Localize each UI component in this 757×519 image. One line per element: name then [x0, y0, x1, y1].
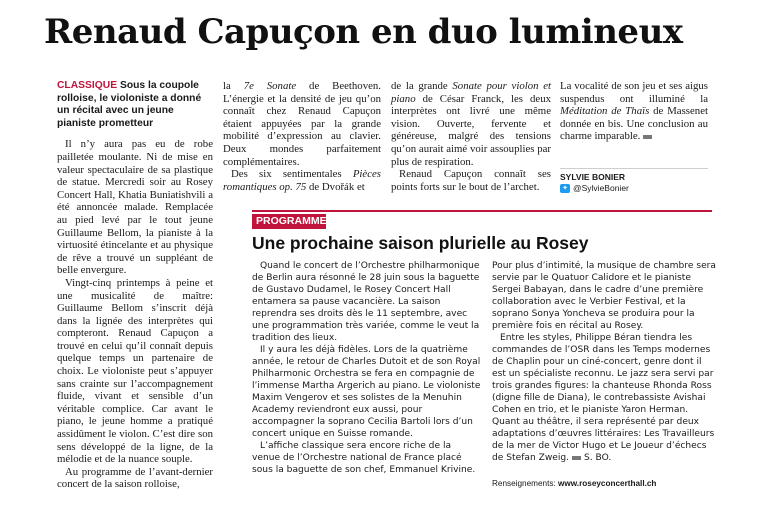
- info-url[interactable]: www.roseyconcerthall.ch: [558, 479, 657, 488]
- twitter-icon: ✦: [560, 184, 570, 193]
- twitter-handle[interactable]: @SylvieBonier: [573, 183, 629, 193]
- box-signature: S. BO.: [583, 453, 612, 463]
- text-run: Entre les styles, Philippe Béran tiendra les commandes de l’OSR dans les Temps modernes de Chaplin pour un ciné-concert, genre dont il est un spécialiste reconnu. Le jazz sera servi par trois grandes figures: la chanteuse Rhonda Ross (digne fille de Diana), le contrebassiste Avishai Cohen en trio, et le pianiste Yaron Herman. Quant au théâtre, il sera représenté par deux adaptations d’œuvres littéraires: Les Travailleurs de la mer de Victor Hugo et Le Joueur d’échecs de Stefan Zweig.: [492, 333, 715, 463]
- body-paragraph: Au programme de l’avant-dernier concert de la saison rolloise,: [57, 465, 213, 491]
- text-run: de César Franck, les deux interprètes ont livré une même vision. Ouverte, fervente et généreuse, malgré des tensions qu’on aurait aimé voir assouplies par plus de respiration.: [391, 92, 551, 168]
- box-column-2: [492, 260, 717, 464]
- article-column-4: [560, 80, 708, 143]
- box-column-1: [252, 260, 482, 476]
- byline: [560, 168, 708, 194]
- box-top-rule: [252, 210, 712, 212]
- box-paragraph: [492, 332, 717, 464]
- box-paragraph: Il y aura les déjà fidèles. Lors de la quatrième année, le retour de Charles Dutoit et de son Royal Philharmonic Orchestra se fera en compagnie de l’immense Martha Argerich au piano. Le violoniste Maxim Vengerov et ses solistes de la Menuhin Academy reviendront eux aussi, pour accompagner la soprano Cecilia Bartoli lors d’un concert unique en Suisse romande.: [252, 345, 481, 439]
- box-tag: PROGRAMME: [252, 214, 326, 229]
- body-paragraph: [560, 80, 708, 143]
- programme-box: [252, 210, 716, 500]
- text-run: de Dvořák et: [306, 180, 365, 193]
- body-paragraph: Vingt-cinq printemps à peine et une musicalité de maître: Guillaume Bellom s’inscrit déjà dans la lignée des interprètes qui compteront. Renaud Capuçon a trouvé en celui qu’il connaît depuis quelque temps un partenaire de choix. Le violoniste peut s’appuyer sans crainte sur l’accompagnement fluide, vivant et sensible d’un véritable complice. Car avant le piano, le jeune homme a pratiqué assidûment le violon. C’est dire son sens développé de la ligne, de la mélodie et de la nuance souple.: [57, 276, 213, 466]
- text-run: Des six sentimentales: [231, 168, 353, 181]
- work-title: 7e Sonate: [243, 80, 297, 92]
- work-title: Sonate pour violon et piano: [391, 80, 551, 105]
- box-paragraph: L’affiche classique sera encore riche de la venue de l’Orchestre national de France placé sous la baguette de son chef, Emmanuel Krivine.: [252, 441, 476, 475]
- work-title: Méditation de Thaïs: [560, 105, 650, 118]
- body-paragraph: Il n’y aura pas eu de robe pailletée moulante. Ni de mise en valeur spectaculaire de sa plastique de statue. Mercredi soir au Rosey Concert Hall, Khatia Buniatishvili a été annoncée malade. Remplacée au pied levé par le tout jeune Guillaume Bellom, la pianiste à la virtuosité étincelante et au physique de rêve a trouvé un suppléant de belle envergure.: [57, 138, 213, 277]
- author-twitter[interactable]: [560, 183, 708, 194]
- body-paragraph: [223, 80, 381, 168]
- body-paragraph: [391, 80, 551, 168]
- box-paragraph: Pour plus d’intimité, la musique de chambre sera servie par le Quatuor Calidore et le pianiste Sergei Babayan, dans le cadre d’une première collaboration avec le Verbier Festival, et la soprano Sonya Yoncheva se produira pour la première fois en récital au Rosey.: [492, 261, 716, 331]
- end-mark: [572, 456, 581, 460]
- article-column-2: [223, 80, 381, 193]
- text-run: de Beethoven. L’énergie et la densité de jeu qu’on connaît chez Renaud Capuçon étaient appuyées par la grande mobilité d’expression au clavier. Deux mondes parfaitement complémentaires.: [223, 80, 381, 168]
- author-name: SYLVIE BONIER: [560, 168, 708, 183]
- box-paragraph: Quand le concert de l’Orchestre philharmonique de Berlin aura résonné le 28 juin sous la baguette de Gustavo Dudamel, le Rosey Concert Hall entamera sa pause vacancière. La saison reprendra ses droits dès le 11 septembre, avec une programmation très variée, comme le veut la tradition des lieux.: [252, 261, 480, 343]
- text-run: La vocalité de son jeu et ses aigus suspendus ont illuminé la: [560, 80, 708, 105]
- info-line: [492, 478, 656, 489]
- rubric-label: CLASSIQUE: [57, 80, 118, 91]
- body-paragraph: Renaud Capuçon connaît ses points forts sur le bout de l’archet.: [391, 168, 551, 193]
- text-run: la: [223, 80, 244, 92]
- lead-text: Sous la coupole rolloise, le violoniste a donné un récital avec un jeune pianiste prometteur: [57, 80, 202, 129]
- end-mark: [643, 135, 652, 139]
- text-run: de Massenet donnée en bis. Une conclusion au charme imparable.: [560, 105, 708, 143]
- lead-paragraph: [57, 80, 213, 130]
- box-headline: Une prochaine saison plurielle au Rosey: [252, 233, 589, 253]
- headline: Renaud Capuçon en duo lumineux: [44, 12, 683, 52]
- info-label: Renseignements:: [492, 479, 558, 488]
- article-column-3: [391, 80, 551, 193]
- work-title: Pièces romantiques op. 75: [223, 168, 381, 193]
- body-paragraph: [223, 168, 381, 193]
- text-run: de la grande: [391, 80, 453, 92]
- article-column-1: [57, 80, 213, 491]
